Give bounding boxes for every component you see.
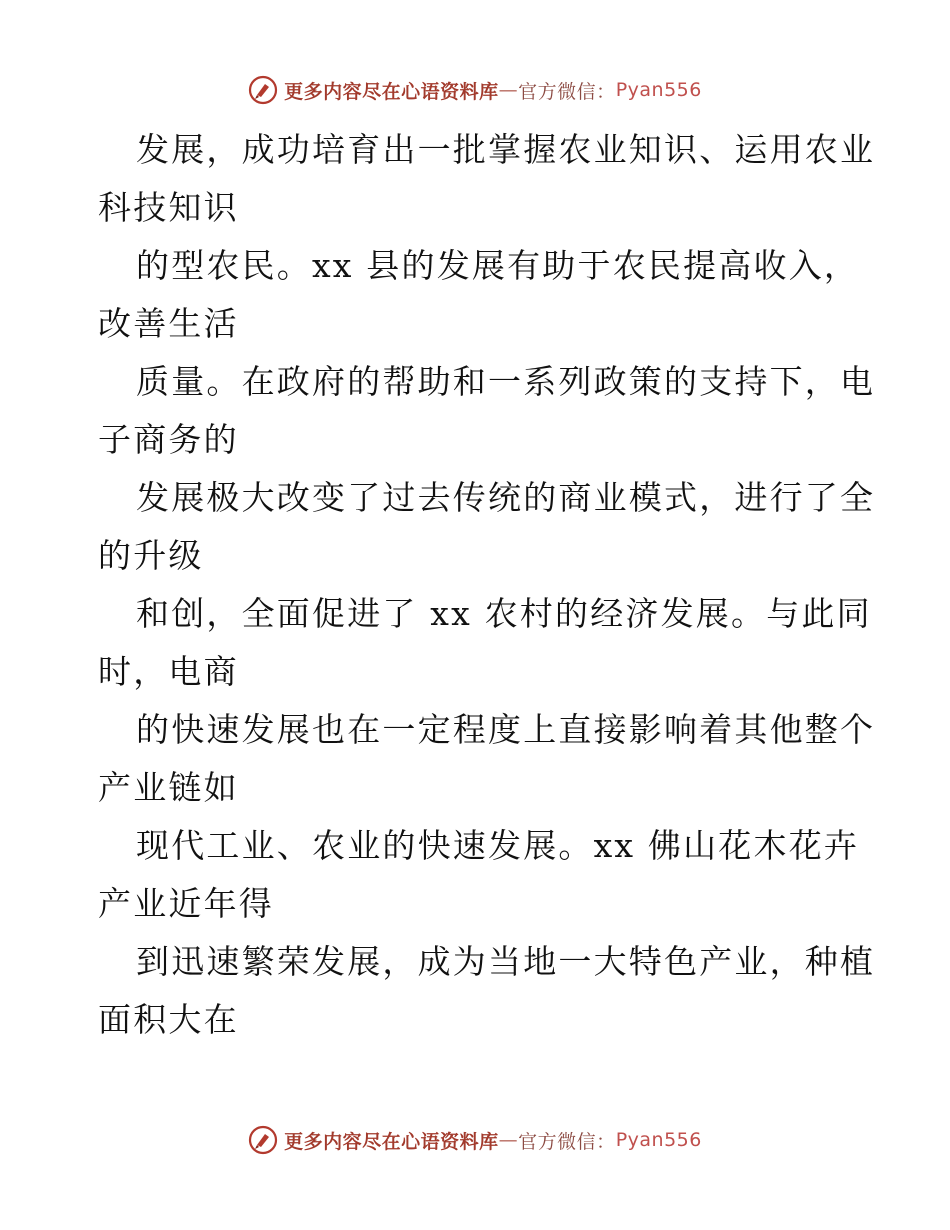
paragraph-2 [98, 237, 858, 353]
footer-brand-text: 更多内容尽在心语资料库 [284, 1130, 499, 1153]
paragraph-3 [98, 353, 876, 469]
paragraph-6 [98, 701, 876, 817]
paragraph-line: 质量。在政府的帮助和一系列政策的支持下，电 [136, 362, 876, 401]
paragraph-wrap-line: 子商务的 [98, 420, 239, 459]
header-brand-text: 更多内容尽在心语资料库 [284, 80, 499, 103]
header-wechat-label: 官方微信： [518, 80, 616, 103]
paragraph-5 [98, 585, 872, 701]
paragraph-4 [98, 469, 876, 585]
document-body [98, 121, 876, 1049]
footer-wechat-label: 官方微信： [518, 1130, 616, 1153]
paragraph-line: 发展极大改变了过去传统的商业模式，进行了全 [136, 478, 876, 517]
paragraph-line: 的型农民。xx 县的发展有助于农民提高收入， [136, 246, 860, 285]
paragraph-wrap-line: 的升级 [98, 536, 204, 575]
paragraph-wrap-line: 改善生活 [98, 304, 239, 343]
footer-separator: — [498, 1129, 519, 1151]
pen-nib-seal-icon [248, 1125, 278, 1155]
paragraph-7 [98, 817, 858, 933]
paragraph-line: 的快速发展也在一定程度上直接影响着其他整个 [136, 710, 876, 749]
paragraph-line: 到迅速繁荣发展，成为当地一大特色产业，种植 [136, 942, 876, 981]
footer-wechat-id: Pyan556 [615, 1129, 702, 1151]
paragraph-wrap-line: 时，电商 [98, 652, 239, 691]
pen-nib-seal-icon [248, 75, 278, 105]
paragraph-8 [98, 933, 876, 1049]
paragraph-wrap-line: 面积大在 [98, 1000, 239, 1039]
paragraph-1 [98, 121, 876, 237]
paragraph-line: 发展，成功培育出一批掌握农业知识、运用农业 [136, 130, 876, 169]
header-separator: — [498, 79, 519, 101]
header-wechat-id: Pyan556 [615, 79, 702, 101]
paragraph-wrap-line: 产业链如 [98, 768, 239, 807]
paragraph-line: 和创，全面促进了 xx 农村的经济发展。与此同 [136, 594, 872, 633]
page-header-banner [0, 72, 950, 108]
paragraph-line: 现代工业、农业的快速发展。xx 佛山花木花卉 [136, 826, 860, 865]
paragraph-wrap-line: 科技知识 [98, 188, 239, 227]
paragraph-wrap-line: 产业近年得 [98, 884, 274, 923]
page-footer-banner [0, 1122, 950, 1158]
